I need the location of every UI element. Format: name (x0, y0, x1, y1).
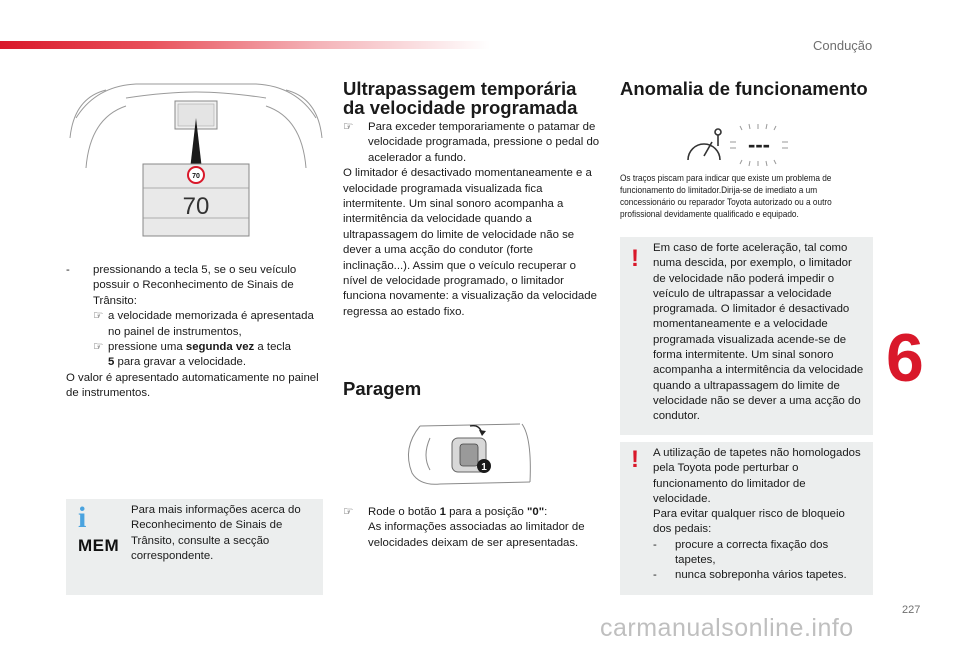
closing-paragraph: O valor é apresentado automaticamente no painel de instrumentos. (66, 371, 319, 400)
arrow-bullet-icon: ☞ (93, 341, 104, 354)
mats-item-1: - procure a correcta fixação dos tapetes, (653, 538, 829, 567)
malfunction-title: Anomalia de funcionamento (620, 78, 868, 99)
stop-info: As informações associadas ao limitador de velocidades deixam de ser apresentadas. (368, 521, 585, 549)
section-title: Condução (813, 38, 873, 53)
limiter-stalk-illustration (400, 418, 540, 490)
malfunction-dashes: --- (748, 132, 770, 157)
malfunction-note: Os traços piscam para indicar que existe um problema de funcionamento do limitador.Dirija-se de imediato a um concessionário ou reparador Toyota autorizado ou a outro profissional devidamente qualificado e equipado. (620, 173, 832, 219)
warning-text-acceleration: Em caso de forte aceleração, tal como numa descida, por exemplo, o limitador de velocidade não poderá impedir o veículo de ultrapassar a velocidade programada. O limitador é desactivado momentaneamente e a velocidade programada visualizada acende-se de forma intermitente. Um sinal sonoro acompanha a intermitência da velocidade quando a ultrapassagem do limite de velocidade não se dever a uma acção do condutor. (653, 242, 864, 423)
speed-display-value: 70 (182, 193, 210, 220)
exclamation-icon: ! (631, 446, 639, 473)
chapter-number: 6 (886, 320, 924, 396)
speedometer-icon (688, 129, 721, 160)
mem-label: MEM (78, 536, 120, 555)
info-box-text: Para mais informações acerca do Reconhecimento de Sinais de Trânsito, consulte a secção correspondente. (131, 504, 301, 562)
warning-box-mats (620, 442, 873, 595)
overtaking-paragraph: O limitador é desactivado momentaneamente e a velocidade programada visualizada fica intermitente. Um sinal sonoro acompanha a intermitência da velocidade quando a ultrapassagem do limite de velocidade não se dever a uma acção do condutor (forte inclinação...). Assim que o veículo recuperar o nível de velocidade programado, o limitador funciona novamente: a visualização da velocidade regressa ao estado fixo. (343, 167, 597, 318)
step-press-second-time: ☞ pressione uma segunda vez a tecla (66, 340, 328, 355)
arrow-bullet-icon: ☞ (343, 506, 354, 518)
overtaking-title: Ultrapassagem temporária da velocidade programada (343, 78, 578, 118)
step-press-key-5: - pressionando a tecla 5, se o seu veículo possuir o Reconhecimento de Sinais de Trânsito: (66, 264, 297, 307)
warning-text-mats: A utilização de tapetes não homologados pela Toyota pode perturbar o funcionamento do limitador de velocidade. Para evitar qualquer risco de bloqueio dos pedais: - procure a correcta fixação dos tapetes, - nunca sobreponha vários tapetes. (653, 446, 866, 584)
overtaking-bullet: ☞ Para exceder temporariamente o patamar de velocidade programada, pressione o pedal do acelerador a fundo. (343, 121, 600, 164)
mats-item-2: - nunca sobreponha vários tapetes. (653, 569, 847, 582)
stop-bullet: ☞ Rode o botão 1 para a posição "0": (343, 505, 603, 520)
page-number: 227 (902, 604, 921, 616)
button-1-label: 1 (481, 462, 487, 473)
info-icon: i (78, 501, 87, 534)
arrow-bullet-icon: ☞ (93, 310, 104, 323)
stop-title: Paragem (343, 378, 422, 399)
header-accent-bar (0, 41, 490, 49)
column-1-steps (66, 263, 328, 402)
watermark: carmanualsonline.info (600, 614, 854, 642)
info-box (66, 499, 323, 595)
speed-limit-sign-value: 70 (192, 173, 200, 180)
arrow-bullet-icon: ☞ (343, 121, 354, 133)
step-memorized-speed: ☞ a velocidade memorizada é apresentada no painel de instrumentos, (93, 310, 314, 338)
stop-text (343, 505, 603, 551)
exclamation-icon: ! (631, 245, 639, 272)
step-save-speed: 5 para gravar a velocidade. (108, 356, 247, 369)
malfunction-display-illustration (684, 120, 796, 168)
column-2-text (343, 120, 601, 320)
instrument-panel-illustration (66, 78, 326, 240)
warning-box-acceleration (620, 237, 873, 435)
